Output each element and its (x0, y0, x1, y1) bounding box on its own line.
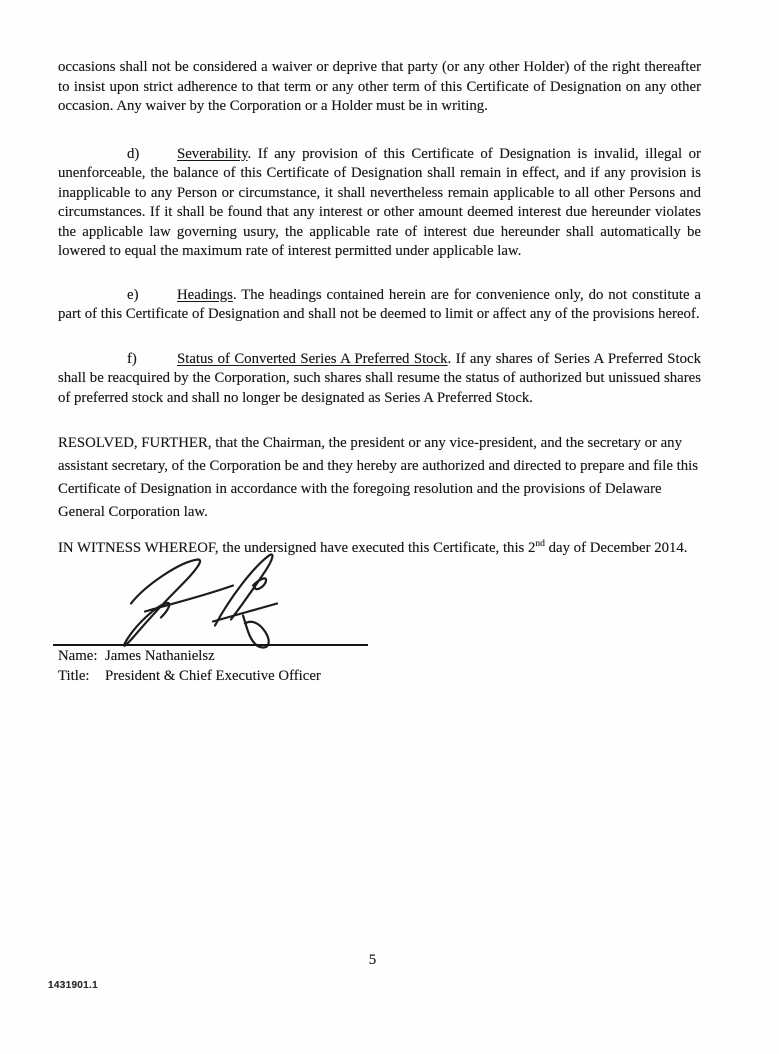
section-e (58, 286, 701, 325)
witness-ordinal-superscript: nd (535, 539, 545, 550)
section-e-label: e) (127, 286, 139, 303)
signer-title-label: Title: (58, 668, 90, 684)
signer-name-value: James Nathanielsz (105, 648, 215, 664)
page-number: 5 (368, 952, 377, 968)
section-f (58, 350, 701, 409)
section-d-heading: Severability (177, 145, 248, 162)
section-d-heading-punct: . (247, 145, 252, 162)
witness-text-before: IN WITNESS WHEREOF, the undersigned have executed this Certificate, this 2 (58, 540, 536, 556)
section-f-label: f) (127, 350, 137, 367)
doc-number: 1431901.1 (48, 980, 98, 991)
section-f-heading: Status of Converted Series A Preferred Stock (177, 350, 448, 367)
signer-title-row (58, 667, 701, 686)
section-d (58, 145, 701, 262)
section-e-heading-punct: . (232, 286, 237, 303)
section-d-label: d) (127, 145, 140, 162)
signer-title-value: President & Chief Executive Officer (105, 668, 321, 684)
section-d-body: If any provision of this Certificate of Designation is invalid, illegal or unenforceable, the balance of this Certificate of Designation shall remain in effect, and if any provision is inapplicable to any Person or circumstance, it shall nevertheless remain applicable to all other Persons and circumstances. If it shall be found that any interest or other amount deemed interest due hereunder violates the applicable law governing usury, the applicable rate of interest due hereunder shall automatically be lowered to equal the maximum rate of interest permitted under applicable law. (58, 145, 701, 259)
signer-name-label: Name: (58, 648, 98, 664)
paragraph-continuation: occasions shall not be considered a waiver or deprive that party (or any other Holder) of the right thereafter to insist upon strict adherence to that term or any other term of this Certificate of Designation on any other occasion. Any waiver by the Corporation or a Holder must be in writing. (58, 59, 701, 114)
section-e-heading: Headings (177, 286, 233, 303)
section-f-body: If any shares of Series A Preferred Stock shall be reacquired by the Corporation, such shares shall resume the status of authorized but unissued shares of preferred stock and shall no longer be designated as Series A Preferred Stock. (58, 350, 701, 406)
witness-text-after: day of December 2014. (544, 540, 688, 556)
paragraph-resolved: RESOLVED, FURTHER, that the Chairman, the president or any vice-president, and the secretary or any assistant secretary, of the Corporation be and they hereby are authorized and directed to prepare and file this Certificate of Designation in accordance with the foregoing resolution and the provisions of Delaware General Corporation law. (58, 435, 698, 520)
signature-line (53, 644, 368, 646)
section-e-body: The headings contained herein are for convenience only, do not constitute a part of this Certificate of Designation and shall not be deemed to limit or affect any of the provisions hereof. (58, 286, 701, 322)
signature-area (58, 560, 701, 646)
section-f-heading-punct: . (447, 350, 452, 367)
